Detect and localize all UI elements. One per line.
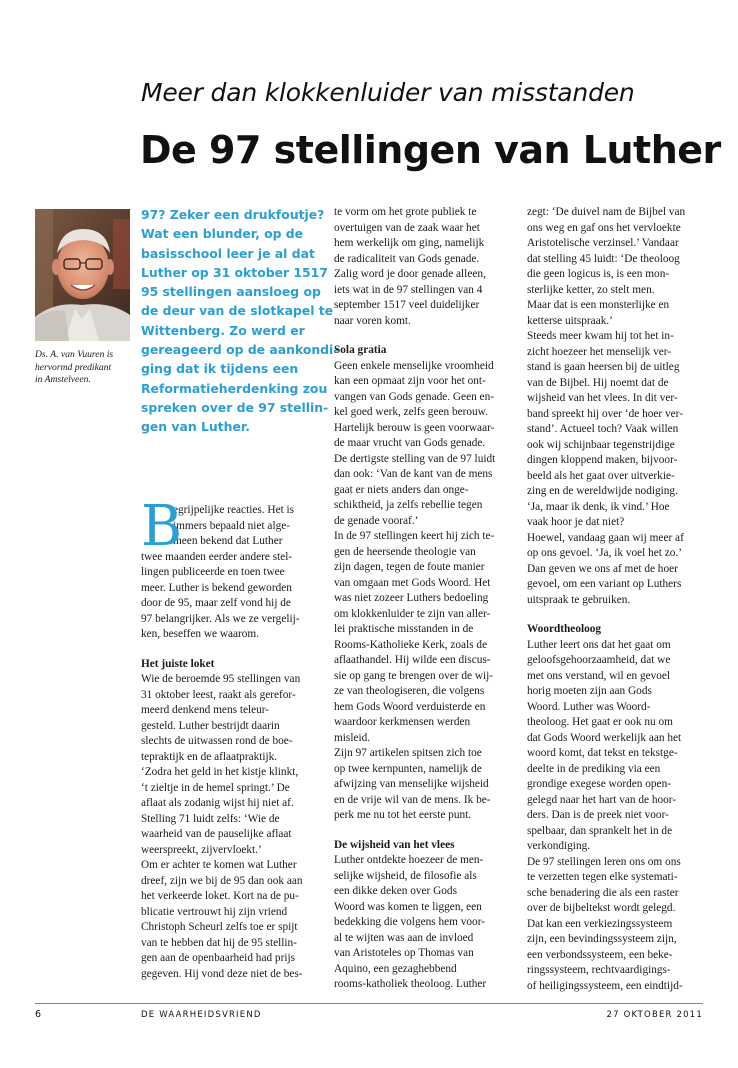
body-line: sche benadering die als een raster [527,886,679,899]
body-line: weerspreekt, zijvervloekt.’ [141,843,262,856]
body-line: dreef, zijn we bij de 95 dan ook aan [141,874,303,887]
body-line: Wie de beroemde 95 stellingen van [141,673,301,685]
body-line: wijsheid van het vlees. In dit ver- [527,392,678,404]
body-line: van Aristoteles op Thomas van [334,947,474,959]
body-line: spelbaar, dan sprankelt het in de [527,824,673,837]
body-line: tepraktijk en de aflaatpraktijk. [141,750,278,763]
body-line: dingen kloppend maken, bijvoor- [527,454,678,466]
body-line: stand’. Actueel toch? Vaak willen [527,423,679,435]
body-line: was niet zozeer Luthers bedoeling [334,592,489,604]
body-line: meerd denkend mens teleur- [141,704,270,716]
dropcap-letter: B [141,494,183,559]
body-line: dat Gods Woord werkelijk aan het [527,731,682,744]
intro-line: ging dat ik tijdens een [141,361,299,377]
body-line: Stelling 71 luidt zelfs: ‘Wie de [141,812,280,825]
body-line: ‘Ja, maar ik denk, ik vind.’ Hoe [527,500,670,513]
body-line: de radicaliteit van Gods genade. [334,252,480,265]
body-line: De dertigste stelling van de 97 luidt [334,452,496,465]
intro-line: Wat een blunder, op de [141,226,304,242]
body-line: grondige exegese worden open- [527,778,671,790]
body-line: lingen publiceerde en toen twee [141,566,285,578]
body-line: met ons verstand, wil en gevoel [527,669,671,682]
intro-lead [141,205,339,437]
publication-name: DE WAARHEIDSVRIEND [141,1010,262,1020]
caption-line: in Amstelveen. [35,374,91,385]
body-line: egrijpelijke reacties. Het is [173,504,295,516]
body-line: Om er achter te komen wat Luther [141,859,297,871]
body-line: geloofsgehoorzaamheid, dat we [527,654,671,666]
body-line: gen aan de openbaarheid had prijs [141,952,296,964]
body-line: deelte in de prediking via een [527,762,661,775]
body-line: blicatie vertrouwt hij zijn vriend [141,905,288,918]
body-line: waardoor kerkmensen werden [334,716,471,728]
body-line: vaak hoor je dat niet? [527,516,625,528]
body-line: aflaat als zodanig wijst hij niet af. [141,797,294,809]
body-line: Rooms-Katholieke Kerk, zoals de [334,638,488,651]
body-line: zijn, een bevindingssysteem zijn, [527,933,677,945]
body-line: gaat er niets anders dan onge- [334,483,469,496]
intro-line: gen van Luther. [141,419,250,435]
body-line: zicht hoezeer het menselijk ver- [527,345,672,358]
body-line: Christoph Scheurl zelfs toe er spijt [141,921,298,933]
intro-line: Wittenberg. Zo werd er [141,322,305,338]
intro-line: de deur van de slotkapel te [141,303,334,319]
subheading: Sola gratia [334,344,387,356]
body-line: overtuigen van de zaak waar het [334,221,480,234]
body-line: twee maanden eerder andere stel- [141,550,293,563]
body-line: De 97 stellingen leren ons om ons [527,855,681,868]
body-line: horig moeten zijn aan Gods [527,685,652,697]
body-line: op ons gevoel. ‘Ja, ik voel het zo.’ [527,547,682,559]
body-line: van omgaan met Gods Woord. Het [334,576,491,589]
body-line: Zijn 97 artikelen spitsen zich toe [334,747,482,759]
body-line: kel goed werk, zelfs geen berouw. [334,406,488,418]
body-line: Steeds meer kwam hij tot het in- [527,330,674,342]
body-line: Luther ontdekte hoezeer de men- [334,854,484,866]
paragraph [527,638,707,995]
subheading: Woordtheoloog [527,623,602,635]
body-line: woord komt, dat tekst en tekstge- [527,747,678,759]
body-line: theoloog. Het gaat er ook nu om [527,716,673,728]
photo-caption [35,349,135,387]
page-number: 6 [35,1009,42,1020]
body-line: iets wat in de 97 stellingen van 4 [334,283,483,296]
body-line: stand is gaan heersen bij de uitleg [527,361,680,373]
body-line: gen de heersende theologie van [334,545,476,558]
body-line: van de Bijbel. Hij noemt dat de [527,376,669,389]
body-line: Hoewel, vandaag gaan wij meer af [527,531,684,544]
body-line: het verkeerde loket. Kort na de pu- [141,890,299,902]
body-line: verkondiging. [527,840,591,852]
body-line: bedekking die volgens hem voor- [334,916,485,928]
body-line: een dikke deken over Gods [334,885,457,897]
body-line: Hartelijk berouw is geen voorwaar- [334,421,495,434]
body-line: een verbondssysteem, een beke- [527,948,673,961]
subheading: Het juiste loket [141,657,215,670]
caption-line: Ds. A. van Vuuren is [35,349,114,360]
body-line: ook wij schijnbaar tegenstrijdige [527,438,675,451]
body-line: schiktheid, ja zelfs rebellie tegen [334,499,483,511]
body-line: Woord was komen te liggen, een [334,900,482,913]
body-line: op twee kernpunten, namelijk de [334,762,482,775]
body-line: zijn dagen, tegen de foute manier [334,561,485,573]
body-line: slechts de uitwassen rond de boe- [141,735,293,747]
body-line: misleid. [334,731,371,744]
body-line: selijke wijsheid, de filosofie als [334,869,477,882]
body-line: waarheid van de pauselijke aflaat [141,828,292,840]
body-line: meen bekend dat Luther [173,535,283,547]
intro-line: 95 stellingen aansloeg op [141,284,321,300]
body-line: gesteld. Luther bestrijdt daarin [141,719,280,732]
body-line: ketterse uitspraak.’ [527,314,613,327]
paragraph [334,853,514,993]
body-line: Dat kan een verkiezingssysteem [527,917,673,930]
subheading: De wijsheid van het vlees [334,838,455,851]
body-line: al te wijten was aan de invloed [334,931,474,944]
paragraph [141,550,321,643]
body-line: 31 oktober leest, raakt als gerefor- [141,688,296,701]
body-line: de genade vooraf.’ [334,514,419,527]
intro-line: Luther op 31 oktober 1517 [141,264,328,280]
publication-date: 27 OKTOBER 2011 [606,1010,703,1020]
body-line: rooms-katholiek theoloog. Luther [334,978,487,990]
body-line: van te hebben dat hij de 95 stellin- [141,936,297,949]
author-photo [35,209,130,341]
body-line: die geen logicus is, is een mon- [527,268,670,280]
body-line: de maar vrucht van Gods genade. [334,437,486,449]
body-line: 97 belangrijker. Als we ze vergelij- [141,612,300,625]
article-column-1 [141,494,321,982]
body-line: naar voren komt. [334,314,411,327]
body-line: immers bepaald niet alge- [173,519,291,532]
article-title: De 97 stellingen van Luther [140,128,721,172]
body-line: sie op gang te brengen over de wij- [334,669,494,682]
body-line: zegt: ‘De duivel nam de Bijbel van [527,206,686,218]
intro-line: 97? Zeker een drukfoutje? [141,207,325,222]
intro-line: basisschool leer je al dat [141,245,315,261]
body-line: perk me nu tot het eerste punt. [334,809,472,821]
body-line: In de 97 stellingen keert hij zich te- [334,530,495,542]
body-line: Luther leert ons dat het gaat om [527,638,671,651]
body-line: dat stelling 45 luidt: ‘De theoloog [527,252,680,265]
body-line: vangen van Gods genade. Geen en- [334,390,494,403]
body-line: lei praktische misstanden in de [334,623,474,635]
body-line: of heiligingssysteem, een eindtijd- [527,979,683,992]
body-line: om klokkenluider te zijn van aller- [334,607,491,620]
intro-line: spreken over de 97 stellin- [141,399,329,415]
body-line: uitspraak te gebruiken. [527,593,631,606]
author-portrait-image [35,209,130,341]
body-line: ken, beseffen we waarom. [141,628,260,640]
intro-line: gereageerd op de aankondi- [141,342,339,358]
body-line: Zalig word je door genade alleen, [334,268,486,280]
paragraph [334,359,514,824]
body-line: ringssysteem, rechtvaardigings- [527,964,671,976]
body-line: en de vrije wil van de mens. Ik be- [334,793,491,806]
body-line: te vorm om het grote publiek te [334,206,477,218]
body-line: Woord. Luther was Woord- [527,700,651,713]
article-column-2 [334,205,514,993]
body-line: ‘t zieltje in de hemel springt.’ De [141,781,290,794]
paragraph [141,672,321,982]
body-line: sterlijke ketter, zo stelt men. [527,283,655,296]
body-line: hem Gods Woord verduisterde en [334,700,486,713]
footer-rule [35,1003,703,1004]
body-line: gegeven. Hij vond deze niet de bes- [141,967,303,980]
body-line: Aristotelische verzinsel.’ Vandaar [527,237,679,249]
article-column-3 [527,205,707,994]
body-line: te verzetten tegen elke systemati- [527,871,678,883]
body-line: afwijzing van menselijke wijsheid [334,778,489,790]
body-line: zing en de wereldwijde nodiging. [527,485,678,497]
article-kicker: Meer dan klokkenluider van misstanden [141,78,635,107]
body-line: gevoel, om een variant op Luthers [527,578,682,590]
body-line: Aquino, een gezaghebbend [334,962,457,975]
paragraph [334,205,514,329]
body-line: Maar dat is een monsterlijke en [527,299,670,311]
paragraph [527,205,707,608]
intro-line: Reformatieherdenking zou [141,380,328,396]
body-line: over de bijbeltekst wordt gelegd. [527,902,676,914]
body-line: september 1517 veel duidelijker [334,299,480,311]
body-line: ze van theologiseren, die volgens [334,685,485,697]
body-line: gelegd naar het hart van de hoor- [527,793,677,806]
body-line: Geen enkele menselijke vroomheid [334,359,494,372]
body-line: dan ook: ‘Van de kant van de mens [334,468,493,480]
body-line: hem werkelijk om ging, namelijk [334,237,485,249]
caption-line: hervormd predikant [35,361,112,373]
body-line: ders. Dan is de preek niet voor- [527,809,669,821]
body-line: ‘Zodra het geld in het kistje klinkt, [141,766,299,778]
body-line: kan een opmaat zijn voor het ont- [334,375,486,387]
body-line: aflaathandel. Hij wilde een discus- [334,654,491,666]
body-line: band spreekt hij over ‘de hoer ver- [527,407,683,420]
body-line: beeld als het gaat over uitverkie- [527,469,675,482]
body-line: door de 95, maar zelf vond hij de [141,597,291,609]
body-line: Dan geven we ons af met de hoer [527,562,678,575]
body-line: meer. Luther is bekend geworden [141,581,292,594]
body-line: ons weg en gaf ons het vervloekte [527,221,681,234]
